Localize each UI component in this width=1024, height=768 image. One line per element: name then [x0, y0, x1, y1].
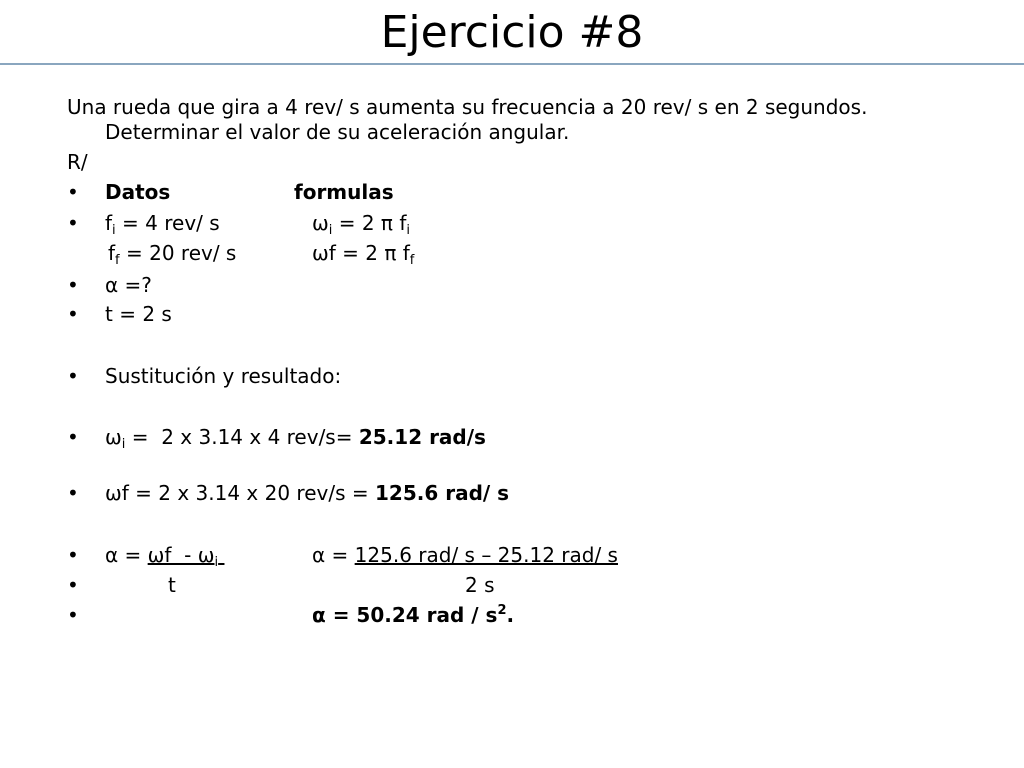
ff-given: $f_f = 20$ rev/ s: [108, 241, 237, 268]
formulas-label: formulas: [294, 180, 394, 204]
omega-i-result: 25.12 rad/s: [358, 425, 486, 449]
time-given: t = 2 s: [105, 302, 172, 326]
omega-f-calculation: ωf = 2 x 3.14 x 20 rev/s = 125.6 rad/ s: [105, 481, 510, 505]
bullet: •: [67, 425, 79, 449]
bullet: •: [67, 543, 79, 567]
bullet: •: [67, 273, 79, 297]
substitution-heading: Sustitución y resultado:: [105, 364, 342, 388]
alpha-formula-denominator: t: [168, 573, 176, 597]
alpha-unknown: α =?: [105, 273, 152, 297]
bullet: •: [67, 603, 79, 627]
omega-i-formula: $\omega_i = 2$ π $f_i$: [312, 211, 410, 238]
problem-line-2: Determinar el valor de su aceleración angular.: [105, 120, 570, 144]
alpha-substitution-denominator: 2 s: [465, 573, 495, 597]
omega-f-formula: ωf = 2 π $f_f$: [312, 241, 415, 268]
bullet: •: [67, 211, 79, 235]
bullet: •: [67, 180, 79, 204]
slide-title: Ejercicio #8: [380, 7, 644, 58]
bullet: •: [67, 364, 79, 388]
alpha-formula-numerator: $\alpha = \omega f - \omega_i$: [105, 543, 219, 570]
bullet: •: [67, 302, 79, 326]
alpha-substitution-numerator: α = 125.6 rad/ s – 25.12 rad/ s: [312, 543, 618, 567]
bullet: •: [67, 481, 79, 505]
bullet: •: [67, 573, 79, 597]
omega-i-calculation: $\omega_i = 2$ x 3.14 x 4 rev/s= 25.12 rad/s: [105, 425, 486, 452]
fi-given: $f_i = 4$ rev/ s: [105, 211, 220, 238]
omega-f-result: 125.6 rad/ s: [374, 481, 510, 505]
datos-label: Datos: [105, 180, 171, 204]
alpha-final-result: α = 50.24 rad / $s^2$.: [312, 603, 515, 627]
problem-line-1: Una rueda que gira a 4 rev/ s aumenta su frecuencia a 20 rev/ s en 2 segundos.: [67, 95, 868, 119]
answer-prefix: R/: [67, 150, 88, 174]
